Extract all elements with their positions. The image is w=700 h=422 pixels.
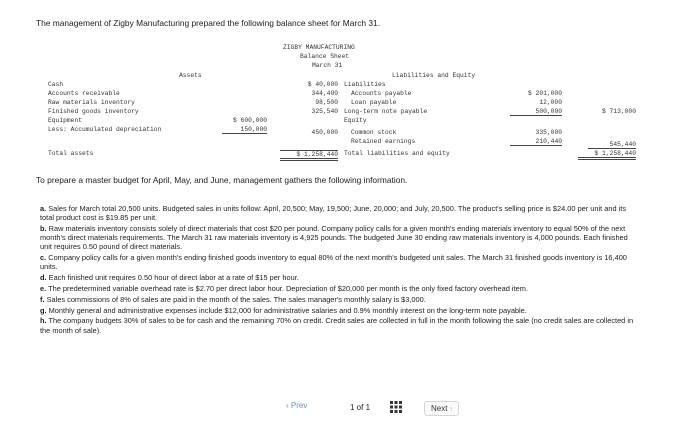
net-equipment-amount: 450,000 <box>311 129 338 136</box>
list-item: f. Sales commissions of 8% of sales are paid in the month of the sales. The sales manager's monthly salary is $3,000. <box>40 294 426 304</box>
total-equity-amount: 545,440 <box>588 141 636 149</box>
equipment-amount: $ 600,000 <box>232 117 267 124</box>
pagination <box>286 398 461 418</box>
liabilities-equity-heading: Liabilities and Equity <box>392 72 476 79</box>
assets-heading: Assets <box>179 72 202 79</box>
asset-label-cash: Cash <box>48 81 64 88</box>
bs-title-statement: Balance Sheet <box>300 53 350 60</box>
page-indicator: 1 of 1 <box>350 403 371 412</box>
asset-label-fg: Finished goods inventory <box>48 108 139 115</box>
liab-amount-note: 500,000 <box>510 108 562 116</box>
intro-text: The management of Zigby Manufacturing prepared the following balance sheet for March 31. <box>36 18 381 28</box>
list-item: h. The company budgets 30% of sales to be for cash and the remaining 70% on credit. Credit sales are collected in full in the month following the sale (no credit sales are collected in the month of sale). <box>40 316 634 335</box>
list-item: d. Each finished unit requires 0.50 hour of direct labor at a rate of $15 per hour. <box>40 273 299 283</box>
list-item: c. Company policy calls for a given month's ending finished goods inventory to equal 80% of the next month's budgeted unit sales. The March 31 finished goods inventory is 16,400 units. <box>40 253 627 272</box>
total-assets-label: Total assets <box>48 150 94 157</box>
info-list <box>40 204 640 336</box>
asset-amount-cash: $ 40,000 <box>307 81 338 88</box>
chevron-right-icon: › <box>449 404 453 413</box>
liabilities-label: Liabilities <box>344 81 386 88</box>
total-le-label: Total liabilities and equity <box>344 150 450 157</box>
chevron-left-icon: ‹ <box>286 401 289 410</box>
list-item: a. Sales for March total 20,500 units. Budgeted sales in units follow: April, 20,500; May, 19,500; June, 20,000; and July, 20,500. The product's selling price is $24.00 per unit and its total product cost is $19.85 per unit. <box>40 204 627 223</box>
prepare-text: To prepare a master budget for April, May, and June, management gathers the following information. <box>36 175 408 185</box>
liab-label-loan: Loan payable <box>351 99 397 106</box>
equity-label-retained: Retained earnings <box>351 138 416 145</box>
liab-amount-loan: 12,000 <box>539 99 562 106</box>
liab-label-ap: Accounts payable <box>351 90 412 97</box>
asset-label-raw: Raw materials inventory <box>48 99 135 106</box>
next-button[interactable]: Next › <box>424 401 459 416</box>
list-item: e. The predetermined variable overhead rate is $2.70 per direct labor hour. Depreciation of $20,000 per month is the only fixed factory overhead item. <box>40 284 528 293</box>
total-assets-amount: $ 1,258,440 <box>280 150 338 161</box>
equity-label: Equity <box>344 117 367 124</box>
prev-button[interactable]: ‹ Prev <box>286 401 308 410</box>
asset-amount-ar: 344,400 <box>311 90 338 97</box>
list-item: b. Raw materials inventory consists solely of direct materials that cost $20 per pound. Company policy calls for a given month's ending materials inventory to equal 50% of the next month's direct materials requirements. The March 31 raw materials inventory is 4,925 pounds. The budgeted June 30 ending raw materials inventory is 4,000 pounds. Each finished unit requires 0.50 pound of direct materials. <box>40 224 628 252</box>
equity-amount-retained: 210,440 <box>510 138 562 146</box>
asset-amount-fg: 325,540 <box>311 108 338 115</box>
accum-dep-amount: 150,000 <box>222 126 267 134</box>
asset-label-ar: Accounts receivable <box>48 90 120 97</box>
bs-title-date: March 31 <box>312 62 343 69</box>
list-item: g. Monthly general and administrative expenses include $12,000 for administrative salaries and 0.9% monthly interest on the long-term note payable. <box>40 305 527 315</box>
equity-amount-common: 335,000 <box>535 129 562 136</box>
liab-amount-ap: $ 201,000 <box>527 90 562 97</box>
asset-amount-raw: 98,500 <box>315 99 338 106</box>
total-liabilities-amount: $ 713,000 <box>601 108 636 115</box>
bs-title-company: ZIGBY MANUFACTURING <box>283 44 355 51</box>
equity-label-common: Common stock <box>351 129 397 136</box>
total-le-amount: $ 1,258,440 <box>578 150 636 160</box>
grid-icon[interactable] <box>390 401 402 413</box>
asset-label-equipment: Equipment <box>48 117 83 124</box>
liab-label-note: Long-term note payable <box>344 108 428 115</box>
asset-label-accum-dep: Less: Accumulated depreciation <box>48 126 162 133</box>
